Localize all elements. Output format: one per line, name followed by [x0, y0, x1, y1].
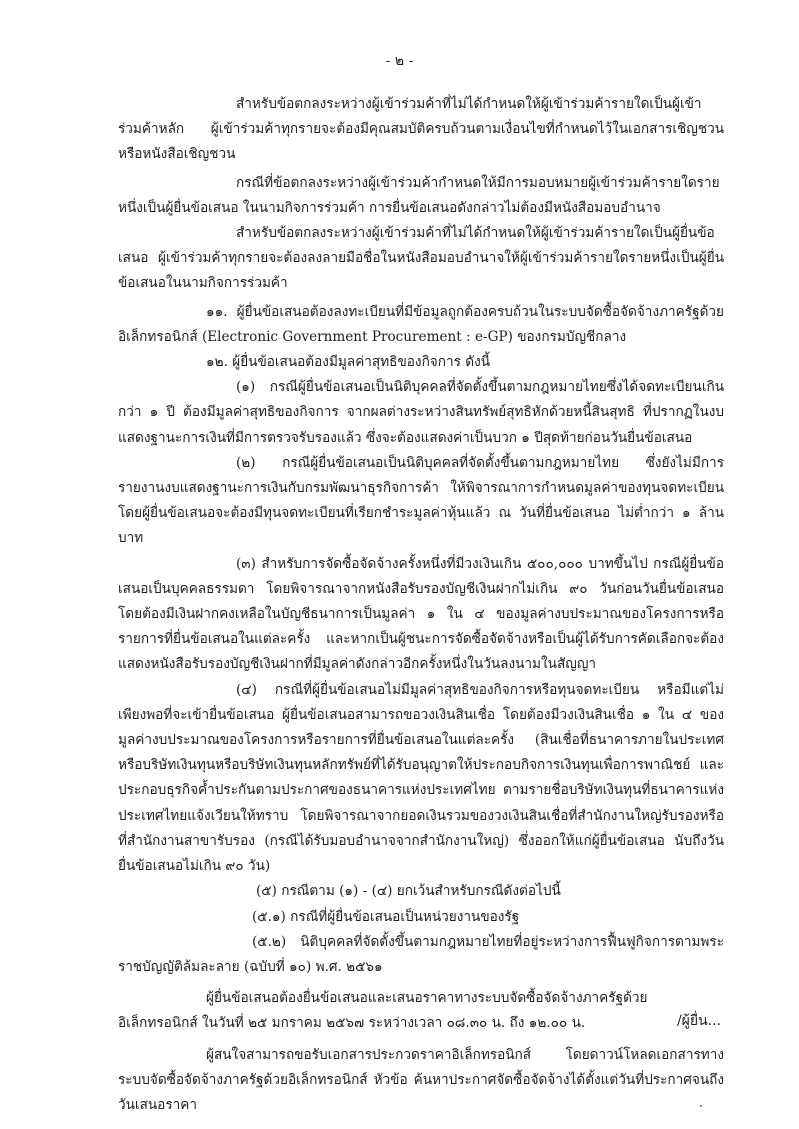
paragraph-item-12-net-worth: ๑๒. ผู้ยื่นข้อเสนอต้องมีมูลค่าสุทธิของกิจการ ดังนี้	[206, 354, 491, 371]
paragraph-submission-date: ผู้ยื่นข้อเสนอต้องยื่นข้อเสนอและเสนอราคาทางระบบจัดซื้อจัดจ้างภาครัฐด้วยอิเล็กทรอนิกส์ ในวันที่ ๒๕ มกราคม ๒๕๖๗ ระหว่างเวลา ๐๘.๓๐ น. ถึง ๑๒.๐๐ น.	[118, 990, 648, 1032]
paragraph-document-download: ผู้สนใจสามารถขอรับเอกสารประกวดราคาอิเล็กทรอนิกส์ โดยดาวน์โหลดเอกสารทางระบบจัดซื้อจัดจ้างภาครัฐด้วยอิเล็กทรอนิกส์ หัวข้อ ค้นหาประกาศจัดซื้อจัดจ้างได้ตั้งแต่วันที่ประกาศจนถึงวันเสนอราคา	[118, 1046, 724, 1113]
scan-dot	[700, 1105, 702, 1107]
paragraph-condition-3: (๓) สำหรับการจัดซื้อจัดจ้างครั้งหนึ่งที่มีวงเงินเกิน ๕๐๐,๐๐๐ บาทขึ้นไป กรณีผู้ยื่นข้อเสนอเป็นบุคคลธรรมดา โดยพิจารณาจากหนังสือรับรองบัญชีเงินฝากไม่เกิน ๙๐ วันก่อนวันยื่นข้อเสนอ โดยต้องมีเงินฝากคงเหลือในบัญชีธนาการเป็นมูลค่า ๑ ใน ๔ ของมูลค่างบประมาณของโครงการหรือรายการที่ยื่นข้อเสนอในแต่ละครั้ง และหากเป็นผู้ชนะการจัดซื้อจัดจ้างหรือเป็นผู้ได้รับการคัดเลือกจะต้องแสดงหนังสือรับรองบัญชีเงินฝากที่มีมูลค่าดังกล่าวอีกครั้งหนึ่งในวันลงนามในสัญญา	[118, 555, 724, 673]
paragraph-joint-venture-lead: สำหรับข้อตกลงระหว่างผู้เข้าร่วมค้าที่ไม่ได้กำหนดให้ผู้เข้าร่วมค้ารายใดเป็นผู้เข้าร่วมค้าหลัก ผู้เข้าร่วมค้าทุกรายจะต้องมีคุณสมบัติครบถ้วนตามเงื่อนไขที่กำหนดไว้ในเอกสารเชิญชวน หรือหนังสือเชิญชวน	[118, 96, 724, 163]
paragraph-item-11-egp: ๑๑. ผู้ยื่นข้อเสนอต้องลงทะเบียนที่มีข้อมูลถูกต้องครบถ้วนในระบบจัดซื้อจัดจ้างภาครัฐด้วยอิเล็กทรอนิกส์ (Electronic Government Procurement : e-GP) ของกรมบัญชีกลาง	[118, 303, 724, 345]
paragraph-condition-5: (๕) กรณีตาม (๑) - (๔) ยกเว้นสำหรับกรณีดังต่อไปนี้	[256, 883, 561, 900]
paragraph-joint-venture-power-of-attorney: สำหรับข้อตกลงระหว่างผู้เข้าร่วมค้าที่ไม่ได้กำหนดให้ผู้เข้าร่วมค้ารายใดเป็นผู้ยื่นข้อเสนอ ผู้เข้าร่วมค้าทุกรายจะต้องลงลายมือชื่อในหนังสือมอบอำนาจให้ผู้เข้าร่วมค้ารายใดรายหนึ่งเป็นผู้ยื่นข้อเสนอในนามกิจการร่วมค้า	[118, 225, 724, 292]
paragraph-joint-venture-designated: กรณีที่ข้อตกลงระหว่างผู้เข้าร่วมค้ากำหนดให้มีการมอบหมายผู้เข้าร่วมค้ารายใดรายหนึ่งเป็นผู้ยื่นข้อเสนอ ในนามกิจการร่วมค้า การยื่นข้อเสนอดังกล่าวไม่ต้องมีหนังสือมอบอำนาจ	[118, 174, 720, 216]
document-body	[118, 92, 724, 1118]
paragraph-condition-1: (๑) กรณีผู้ยื่นข้อเสนอเป็นนิติบุคคลที่จัดตั้งขึ้นตามกฎหมายไทยซึ่งได้จดทะเบียนเกินกว่า ๑ ปี ต้องมีมูลค่าสุทธิของกิจการ จากผลต่างระหว่างสินทรัพย์สุทธิหักด้วยหนี้สินสุทธิ ที่ปรากฏในงบแสดงฐานะการเงินที่มีการตรวจรับรองแล้ว ซึ่งจะต้องแสดงค่าเป็นบวก ๑ ปีสุดท้ายก่อนวันยื่นข้อเสนอ	[118, 379, 724, 446]
page-number: - ๒ -	[385, 53, 414, 69]
paragraph-condition-4: (๔) กรณีที่ผู้ยื่นข้อเสนอไม่มีมูลค่าสุทธิของกิจการหรือทุนจดทะเบียน หรือมีแต่ไม่เพียงพอที่จะเข้ายื่นข้อเสนอ ผู้ยื่นข้อเสนอสามารถขอวงเงินสินเชื่อ โดยต้องมีวงเงินสินเชื่อ ๑ ใน ๔ ของมูลค่างบประมาณของโครงการหรือรายการที่ยื่นข้อเสนอในแต่ละครั้ง (สินเชื่อที่ธนาคารภายในประเทศ หรือบริษัทเงินทุนหรือบริษัทเงินทุนหลักทรัพย์ที่ได้รับอนุญาตให้ประกอบกิจการเงินทุนเพื่อการพาณิชย์ และประกอบธุรกิจค้ำประกันตามประกาศของธนาคารแห่งประเทศไทย ตามรายชื่อบริษัทเงินทุนที่ธนาคารแห่งประเทศไทยแจ้งเวียนให้ทราบ โดยพิจารณาจากยอดเงินรวมของวงเงินสินเชื่อที่สำนักงานใหญ่รับรองหรือที่สำนักงานสาขารับรอง (กรณีได้รับมอบอำนาจจากสำนักงานใหญ่) ซึ่งออกให้แก่ผู้ยื่นข้อเสนอ นับถึงวันยื่นข้อเสนอไม่เกิน ๙๐ วัน)	[118, 681, 724, 875]
continuation-marker: /ผู้ยื่น...	[676, 1013, 721, 1029]
paragraph-condition-5-1: (๕.๑) กรณีที่ผู้ยื่นข้อเสนอเป็นหน่วยงานของรัฐ	[252, 908, 520, 925]
paragraph-condition-5-2: (๕.๒) นิติบุคคลที่จัดตั้งขึ้นตามกฎหมายไทยที่อยู่ระหว่างการฟื้นฟูกิจการตามพระราชบัญญัติล้มละลาย (ฉบับที่ ๑๐) พ.ศ. ๒๕๖๑	[118, 933, 724, 975]
paragraph-condition-2: (๒) กรณีผู้ยื่นข้อเสนอเป็นนิติบุคคลที่จัดตั้งขึ้นตามกฎหมายไทย ซึ่งยังไม่มีการรายงานงบแสดงฐานะการเงินกับกรมพัฒนาธุรกิจการค้า ให้พิจารณาการกำหนดมูลค่าของทุนจดทะเบียน โดยผู้ยื่นข้อเสนอจะต้องมีทุนจดทะเบียนที่เรียกชำระมูลค่าหุ้นแล้ว ณ วันที่ยื่นข้อเสนอ ไม่ต่ำกว่า ๑ ล้านบาท	[118, 454, 724, 547]
